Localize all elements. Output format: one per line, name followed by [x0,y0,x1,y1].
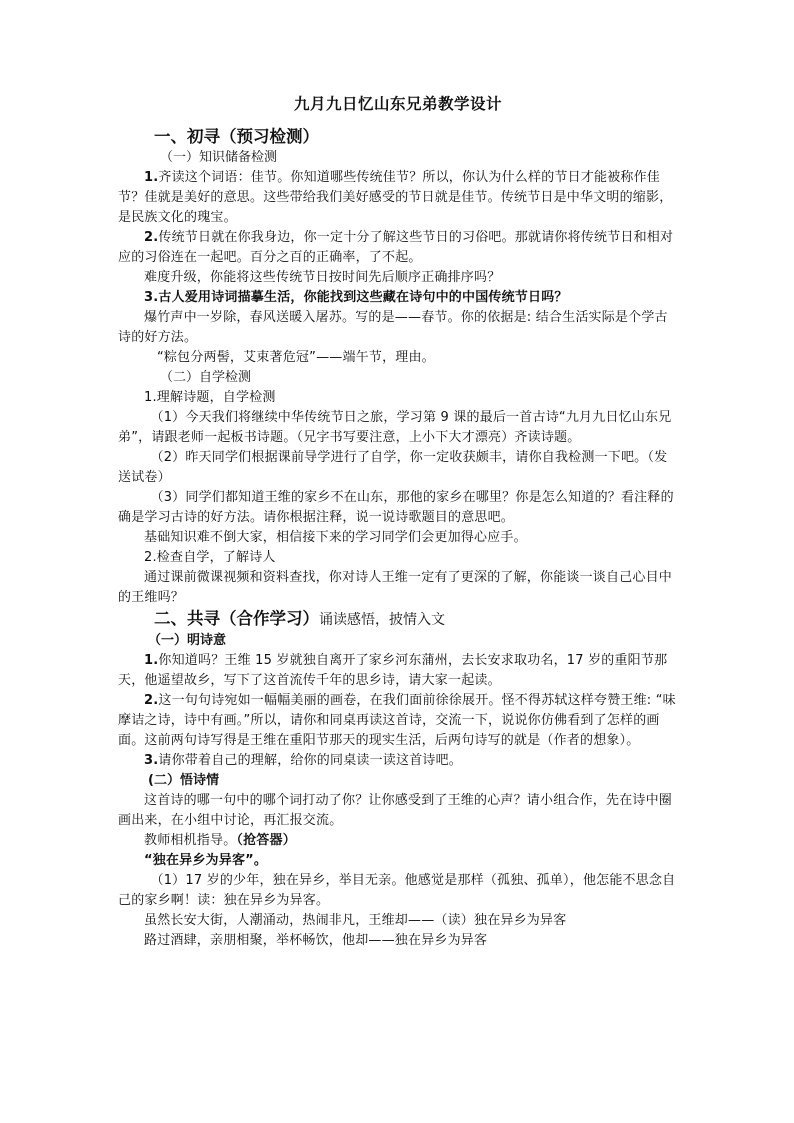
section-2-heading [118,608,678,631]
paragraph: 2.检查自学，了解诗人 [144,550,276,565]
paragraph: “粽包分两髻，艾束著危冠”——端午节，理由。 [157,350,435,365]
paragraph-text: 这一句句诗宛如一幅幅美丽的画卷，在我们面前徐徐展开。怪不得苏轼这样夸赞王维: “味摩诘之诗，诗中有画。”所以，请你和同桌再读这首诗，交流一下，说说你仿佛看到了怎样的画面。这前两句诗写得是王维在重阳节那天的现实生活，后两句诗写的就是（作者的想象）。 [118,693,676,748]
paragraph [118,228,678,268]
paragraph-text: 齐读这个词语：佳节。你知道哪些传统佳节？所以，你认为什么样的节日才能被称作佳节？佳就是美好的意思。这些带给我们美好感受的节日就是佳节。传统节日是中华文明的缩影，是民族文化的瑰宝。 [118,170,673,225]
item-number: 3. [144,753,159,768]
section-1-heading: 一、初寻（预习检测） [154,127,319,146]
paragraph: 通过课前微课视频和资料查找，你对诗人王维一定有了更深的了解，你能谈一谈自己心目中的王维吗？ [118,570,673,605]
paragraph-text: 教师相机指导。 [144,833,237,848]
item-number: 1. [144,170,159,185]
paragraph-text: 请你带着自己的理解，给你的同桌读一读这首诗吧。 [158,753,462,768]
section-2-sub-2: (二）悟诗情 [148,773,219,788]
item-number: 2. [144,230,159,245]
document-page [118,92,678,951]
paragraph-text: 你知道吗？王维 15 岁就独自离开了家乡河东蒲州，去长安求取功名，17 岁的重阳节那天，他遥望故乡，写下了这首流传千年的思乡诗，请大家一起读。 [118,653,668,688]
paragraph-text: 传统节日就在你我身边，你一定十分了解这些节日的习俗吧。那就请你将传统节日和相对应的习俗连在一起吧。百分之百的正确率，了不起。 [118,230,674,265]
paragraph: 这首诗的哪一句中的哪个词打动了你？让你感受到了王维的心声？请小组合作，先在诗中圈画出来，在小组中讨论，再汇报交流。 [118,793,673,828]
paragraph: 爆竹声中一岁除，春风送暖入屠苏。写的是——春节。你的依据是: 结合生活实际是个学古诗的好方法。 [118,310,668,345]
buzzer-note: （抢答器） [236,833,296,848]
paragraph [118,751,678,771]
paragraph: 路过酒肆，亲朋相聚，举杯畅饮，他却——独在异乡为异客 [144,933,488,948]
section-2-sub-1: （一）明诗意 [148,633,227,648]
section-2-heading-text: 二、共寻（合作学习） [154,609,319,628]
paragraph: （2）昨天同学们根据课前导学进行了自学，你一定收获颇丰，请你自我检测一下吧。（发送试卷） [118,450,668,485]
paragraph: 虽然长安大街，人潮涌动，热闹非凡，王维却——（读）独在异乡为异客 [144,913,567,928]
paragraph [118,691,678,751]
paragraph-text: 古人爱用诗词描摹生活，你能找到这些藏在诗句中的中国传统节日吗？ [158,290,568,305]
paragraph: （1）今天我们将继续中华传统节日之旅，学习第 9 课的最后一首古诗“九月九日忆山东兄弟”，请跟老师一起板书诗题。（兄字书写要注意，上小下大才漂亮）齐读诗题。 [118,410,672,445]
paragraph: 基础知识难不倒大家，相信接下来的学习同学们会更加得心应手。 [144,530,527,545]
section-1-sub-2: （二）自学检测 [160,370,252,385]
section-2-heading-subtitle: 诵读感悟，披情入文 [319,612,445,628]
paragraph [118,831,678,851]
paragraph [118,651,678,691]
paragraph: （1）17 岁的少年，独在异乡，举目无亲。他感觉是那样（孤独、孤单），他怎能不思念自己的家乡啊！读：独在异乡为异客。 [118,873,676,908]
paragraph: （3）同学们都知道王维的家乡不在山东，那他的家乡在哪里？你是怎么知道的？看注释的确是学习古诗的好方法。请你根据注释，说一说诗歌题目的意思吧。 [118,490,674,525]
document-title: 九月九日忆山东兄弟教学设计 [293,95,502,113]
paragraph [118,288,678,308]
paragraph: 难度升级，你能将这些传统节日按时间先后顺序正确排序吗？ [144,270,501,285]
item-number: 3. [144,290,159,305]
item-number: 1. [144,653,159,668]
paragraph [118,168,678,228]
paragraph: 1.理解诗题，自学检测 [144,390,276,405]
paragraph: “独在异乡为异客”。 [144,853,268,868]
item-number: 2. [144,693,159,708]
section-1-sub-1: （一）知识储备检测 [160,150,278,165]
